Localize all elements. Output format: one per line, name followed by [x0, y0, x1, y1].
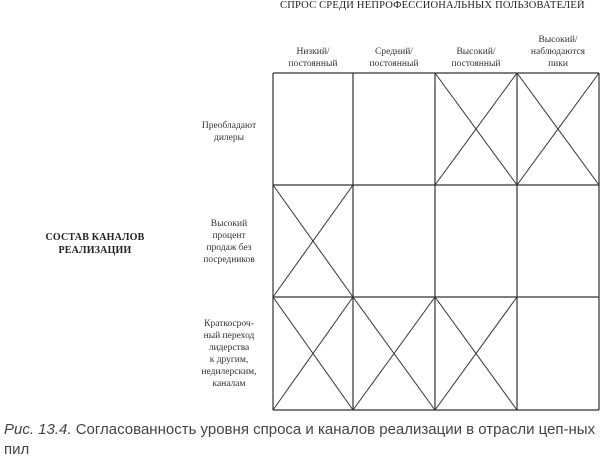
demand-axis-title: СПРОС СРЕДИ НЕПРОФЕССИОНАЛЬНЫХ ПОЛЬЗОВАТЕЛЕЙ [280, 0, 585, 11]
column-header-line: Средний/ [375, 47, 413, 57]
column-header-line: Низкий/ [296, 47, 330, 57]
column-header-line: Высокий/ [456, 47, 496, 57]
matrix-cell-open [517, 185, 599, 297]
matrix-cell-open [435, 185, 517, 297]
figure-caption-text: Согласованность уровня спроса и каналов реализации в отрасли цеп-ных пил [4, 421, 596, 458]
channels-axis-title: СОСТАВ КАНАЛОВ РЕАЛИЗАЦИИ [45, 232, 145, 256]
row-label-line: к другим, [209, 355, 249, 365]
column-header-line: постоянный [451, 59, 501, 69]
row-label-line: ный переход [203, 331, 255, 341]
row-label-line: посредников [203, 255, 255, 265]
row-label-line: Преобладают [201, 121, 257, 131]
row-label-line: недилерским, [201, 367, 257, 377]
figure-number: Рис. 13.4. [4, 421, 72, 438]
row-label-line: продаж без [206, 243, 252, 253]
matrix-cell-open [517, 297, 599, 410]
column-header-line: Высокий/ [538, 35, 578, 45]
row-label-line: лидерства [208, 343, 250, 353]
matrix-cell-open [353, 73, 435, 185]
row-label-line: Краткосроч- [204, 319, 254, 329]
matrix-cell-open [353, 185, 435, 297]
row-label-line: Высокий [210, 219, 248, 229]
figure-caption [4, 420, 600, 460]
row-label-line: дилеры [213, 133, 244, 143]
column-header-line: пики [548, 59, 568, 69]
row-label-line: каналам [212, 379, 246, 389]
column-header-line: постоянный [369, 59, 419, 69]
row-label-line: процент [212, 231, 246, 241]
matrix-cell-open [273, 73, 353, 185]
column-header-line: постоянный [288, 59, 338, 69]
column-header-line: наблюдаются [530, 47, 586, 57]
